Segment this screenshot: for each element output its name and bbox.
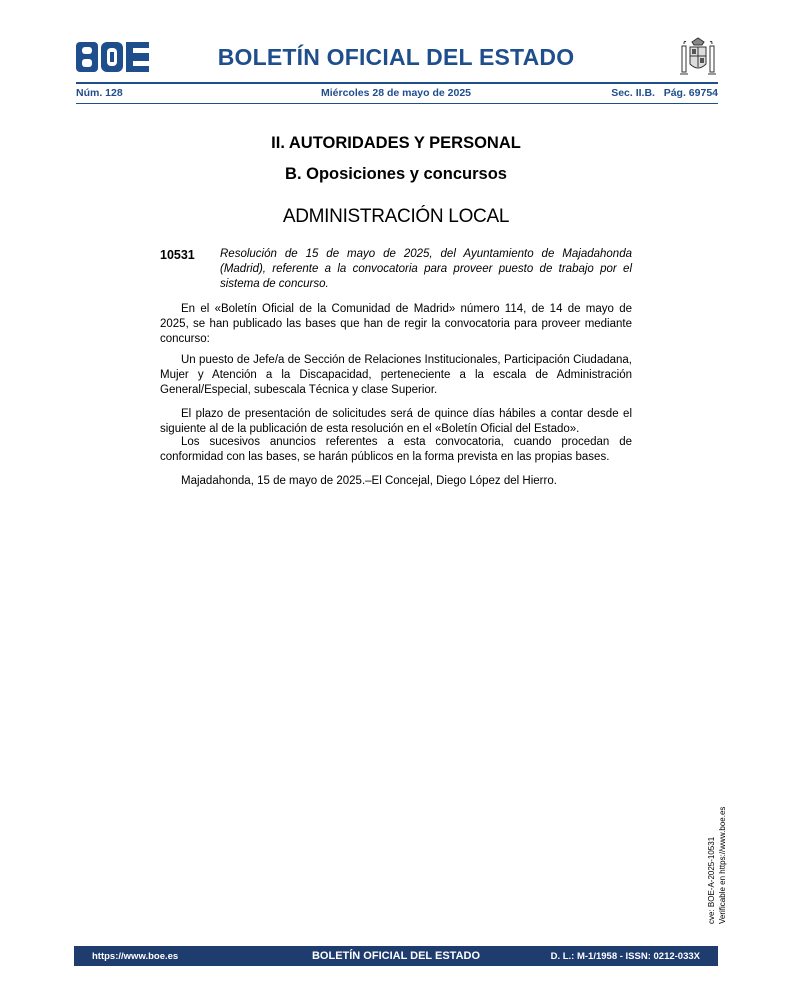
footer-title: BOLETÍN OFICIAL DEL ESTADO bbox=[311, 950, 481, 962]
issue-date: Miércoles 28 de mayo de 2025 bbox=[321, 87, 471, 99]
cve-code: cve: BOE-A-2025-10531 bbox=[707, 836, 716, 924]
footer-url-link[interactable]: https://www.boe.es bbox=[92, 951, 179, 962]
entry-title: Resolución de 15 de mayo de 2025, del Ayuntamiento de Majadahonda (Madrid), referente a la convocatoria para proveer puesto de trabajo por el sistema de concurso. bbox=[220, 248, 632, 290]
verify-link[interactable]: Verificable en https://www.boe.es bbox=[718, 806, 727, 924]
paragraph: Un puesto de Jefe/a de Sección de Relaciones Institucionales, Participación Ciudadana, Mujer y Atención a la Discapacidad, perteneciente a la escala de Administración General/Especial, subescala Técnica y clase Superior. bbox=[160, 354, 632, 396]
paragraph: Los sucesivos anuncios referentes a esta convocatoria, cuando procedan de conformidad con las bases, se harán públicos en la forma prevista en las propias bases. bbox=[160, 436, 632, 463]
paragraph: En el «Boletín Oficial de la Comunidad de Madrid» número 114, de 14 de mayo de 2025, se han publicado las bases que han de regir la convocatoria para proveer mediante concurso: bbox=[160, 303, 632, 345]
section-page: Sec. II.B. Pág. 69754 bbox=[611, 87, 718, 99]
boe-logo bbox=[76, 42, 149, 72]
footer-legal: D. L.: M-1/1958 - ISSN: 0212-033X bbox=[550, 951, 700, 962]
header-rule bbox=[76, 82, 718, 84]
publication-title: BOLETÍN OFICIAL DEL ESTADO bbox=[217, 44, 575, 70]
paragraph: El plazo de presentación de solicitudes será de quince días hábiles a contar desde el siguiente al de la publicación de esta resolución en el «Boletín Oficial del Estado». bbox=[160, 408, 632, 435]
entry-number: 10531 bbox=[160, 248, 195, 262]
issue-number: Núm. 128 bbox=[76, 87, 123, 99]
coat-of-arms-icon bbox=[678, 36, 718, 80]
section-heading: II. AUTORIDADES Y PERSONAL bbox=[271, 134, 521, 152]
footer-bar bbox=[74, 946, 718, 966]
administration-heading: ADMINISTRACIÓN LOCAL bbox=[282, 206, 510, 227]
cve-side-note bbox=[706, 694, 728, 924]
subheader-rule bbox=[76, 103, 718, 104]
signature-line: Majadahonda, 15 de mayo de 2025.–El Concejal, Diego López del Hierro. bbox=[181, 475, 557, 487]
subsection-heading: B. Oposiciones y concursos bbox=[285, 165, 507, 183]
